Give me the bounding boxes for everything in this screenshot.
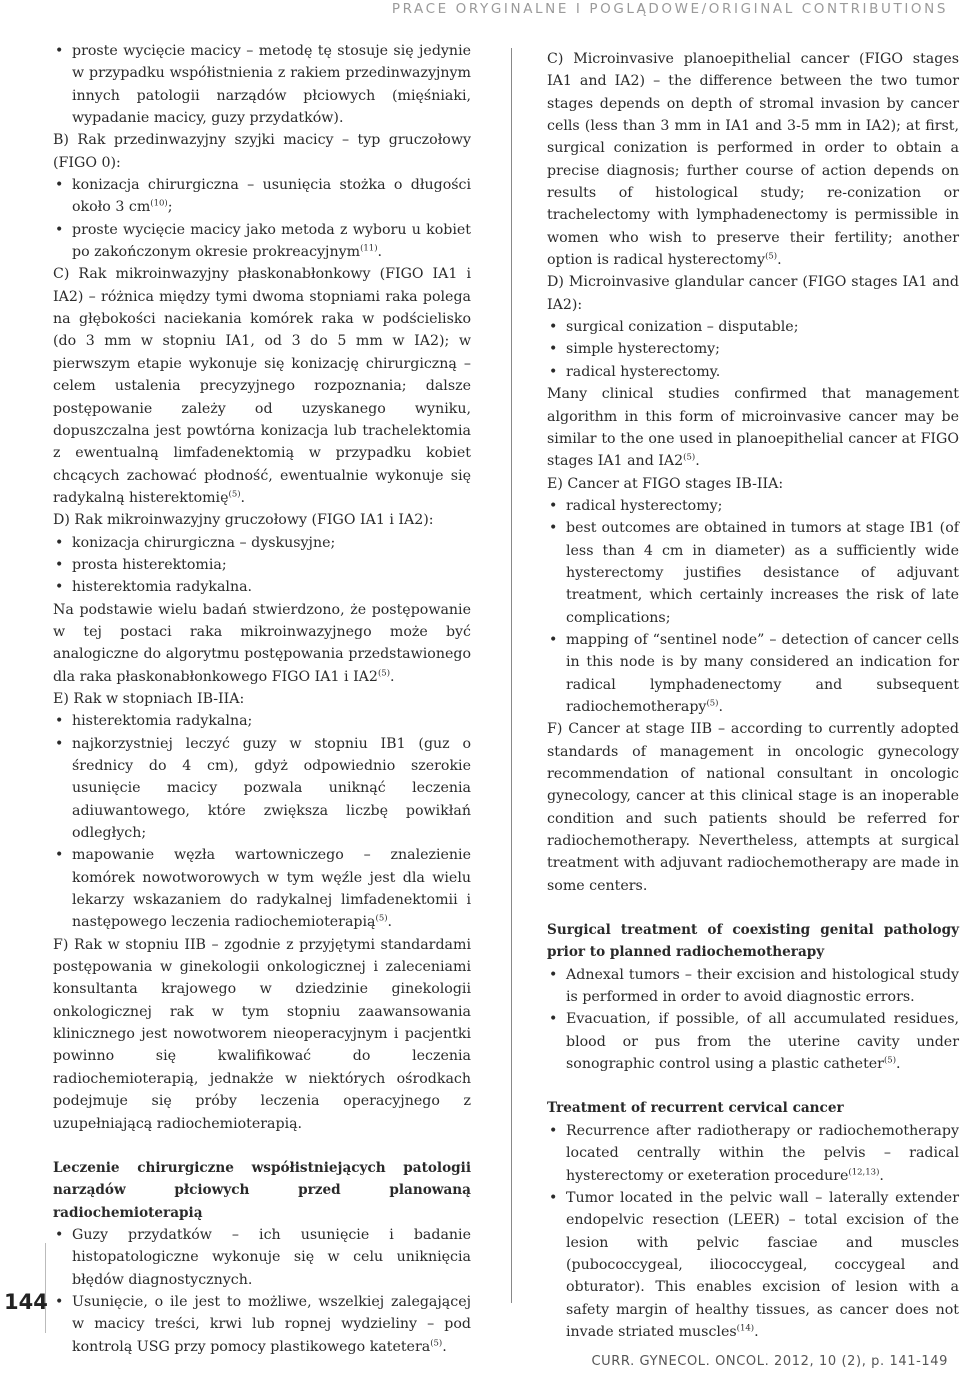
list-item: • Tumor located in the pelvic wall – laterally extender endopelvic resection (LEER) – total excision of the lesion with pelvic fasciae and muscles (pubococcygeal, iliococcygeal, coccygeal and obturator). This enables excision of lesion with a safety margin of healthy tissues, as cancer does not invade striated muscles$^{(14)}$. [547,1187,959,1343]
section-e-heading: E) Rak w stopniach IB-IIA: [53,690,245,707]
section-b-heading: B) Rak przedinwazyjny szyjki macicy – typ gruczołowy (FIGO 0): [53,132,471,171]
citation: (5) [765,251,778,262]
section-d-heading: D) Rak mikroinwazyjny gruczołowy (FIGO IA1 i IA2): [53,512,434,529]
list-d-en [547,316,959,383]
list-item: • Guzy przydatków – ich usunięcie i badanie histopatologiczne wykonuje się w celu uniknięcia błędów diagnostycznych. [53,1224,471,1291]
list-item: • Usunięcie, o ile jest to możliwe, wszelkiej zalegającej w macicy treści, krwi lub ropnej wydzieliny – pod kontrolą USG przy pomocy plastikowego katetera$^{(5)}$. [53,1291,471,1358]
list-item: • prosta histerektomia; [53,554,471,576]
section-d-paragraph: Many clinical studies confirmed that management algorithm in this form of microinvasive cancer may be similar to the one used in planoepithelial cancer at FIGO stages IA1 and IA2$^{(5)}$. [547,386,959,470]
section-d-paragraph: Na podstawie wielu badań stwierdzono, że postępowanie w tej postaci raka mikroinwazyjnego może być analogiczne do algorytmu postępowania przedstawionego dla raka płaskonabłonkowego FIGO IA1 i IA2$^{(5)}$. [53,601,471,685]
section-c-paragraph: C) Microinvasive planoepithelial cancer (FIGO stages IA1 and IA2) – the difference between the two tumor stages depends on depth of stromal invasion by cancer cells (less than 3 mm in IA1 and 3-5 mm in IA2); at first, surgical conization is performed in order to obtain a precise diagnosis; further course of action depends on results of histological study; re-conization or trachelectomy with lymphadenectomy is permissible in women who wish to preserve their fertility; another option is radical hysterectomy$^{(5)}$. [547,51,959,269]
section-f-paragraph: F) Cancer at stage IIB – according to currently adopted standards of management in oncologic gynecology recommendation of national consultant in oncologic gynecology, cancer at this clinical stage is an inoperable condition and such patients should be referred for radiochemotherapy. Nevertheless, attempts at surgical treatment with adjuvant radiochemotherapy are made in some centers. [547,721,959,894]
list-e-pl [53,710,471,933]
section-e-heading: E) Cancer at FIGO stages IB-IIA: [547,475,784,492]
section-f-paragraph: F) Rak w stopniu IIB – zgodnie z przyjętymi standardami postępowania w ginekologii onkologicznej i zaleceniami konsultanta krajowego w dziedzinie ginekologii onkologicznej rak w tym stopniu zaawansowania klinicznego jest nowotworem nieoperacyjnym i pacjentki powinno się kwalifikować do leczenia radiochemioterapią, jednakże w niektórych ośrodkach podejmuje się próby leczenia operacyjnego z uzupełniającą radiochemioterapią. [53,936,471,1132]
list-item: • radical hysterectomy. [547,361,959,383]
surgical-treatment-heading-pl: Leczenie chirurgiczne współistniejących patologii narządów płciowych przed planowaną radiochemioterapią [53,1159,471,1221]
section-c-paragraph: C) Rak mikroinwazyjny płaskonabłonkowy (FIGO IA1 i IA2) – różnica między tymi dwoma stopniami raka polega na głębokości naciekania komórek raka w podścielisko (do 3 mm w stopniu IA1, od 3 do 5 mm w IA2); w pierwszym etapie wykonuje się konizację chirurgiczną – celem ustalenia precyzyjnego rozpoznania; dalsze postępowanie zależy od uzyskanego wyniku, dopuszczalna jest powtórna konizacja lub trachelektomia z ewentualną limfadenektomią w przypadku kobiet chcących zachować płodność, ewentualnie wykonuje się radykalną histerektomię$^{(5)}$. [53,266,471,506]
citation: (11) [360,243,378,254]
left-column [53,40,471,1358]
list-item: • Adnexal tumors – their excision and histological study is performed in order to avoid diagnostic errors. [547,964,959,1009]
list-d-pl [53,532,471,599]
list-a-pl [53,40,471,129]
citation: (14) [736,1323,755,1334]
list-item: • konizacja chirurgiczna – dyskusyjne; [53,532,471,554]
list-b-pl [53,174,471,263]
citation: (12,13) [848,1166,880,1177]
list-item: • Evacuation, if possible, of all accumulated residues, blood or pus from the uterine cavity under sonographic control using a plastic catheter$^{(5)}$. [547,1008,959,1075]
list-item: • histerektomia radykalna; [53,710,471,732]
citation: (5) [228,489,241,500]
list-item: • Recurrence after radiotherapy or radiochemotherapy located centrally within the pelvis – radical hysterectomy or exeteration procedure$^{(12,13)}$. [547,1120,959,1187]
section-d-heading: D) Microinvasive glandular cancer (FIGO stages IA1 and IA2): [547,274,959,313]
running-header: PRACE ORYGINALNE I POGLĄDOWE/ORIGINAL CONTRIBUTIONS [391,1,948,17]
list-item: • radical hysterectomy; [547,495,959,517]
list-e-en [547,495,959,718]
list-item: • surgical conization – disputable; [547,316,959,338]
list-item: • histerektomia radykalna. [53,576,471,598]
right-column [547,48,959,1343]
list-item: • mapowanie węzła wartowniczego – znalezienie komórek nowotworowych w tym węźle jest dla wielu lekarzy wskazaniem do radykalnej limfadenektomii i następowego leczenia radiochemioterapią$^{(5)}$. [53,844,471,933]
surgical-treatment-heading-en: Surgical treatment of coexisting genital pathology prior to planned radiochemotherapy [547,922,959,961]
list-item: • best outcomes are obtained in tumors at stage IB1 (of less than 4 cm in diameter) as a sufficiently wide hysterectomy justifies desistance of adjuvant treatment, which certainly increases the risk of late complications; [547,517,959,629]
list-item: • konizacja chirurgiczna – usunięcia stożka o długości około 3 $cm^{(10)}$; [53,174,471,219]
citation: (5) [883,1055,897,1066]
recurrent-cancer-heading: Treatment of recurrent cervical cancer [547,1100,844,1117]
page-number: 144 [4,1290,48,1314]
list-recurrent-en [547,1120,959,1343]
list-surgical-en [547,964,959,1076]
citation: (5) [377,667,391,678]
list-item: • najkorzystniej leczyć guzy w stopniu IB1 (guz o średnicy do 4 cm), gdyż odpowiednio szerokie usunięcie macicy pozwala uniknąć leczenia adiuwantowego, które zwiększa liczbę powikłań odległych; [53,733,471,845]
citation: (5) [375,913,388,924]
citation: (5) [430,1337,443,1348]
list-item: • proste wycięcie macicy – metodę tę stosuje się jedynie w przypadku współistnienia z rakiem przedinwazyjnym innych patologii narządów płciowych (mięśniaki, wypadanie macicy, guzy przydatków). [53,40,471,129]
column-divider [511,48,512,1303]
citation: (5) [706,698,719,709]
list-item: • simple hysterectomy; [547,338,959,360]
list-item: • proste wycięcie macicy jako metoda z wyboru u kobiet po zakończonym okresie prokreacyjnym$^{(11)}$. [53,219,471,264]
list-surgical-pl [53,1224,471,1358]
list-item: • mapping of “sentinel node” – detection of cancer cells in this node is by many considered an indication for radical lymphadenectomy and subsequent radiochemotherapy$^{(5)}$. [547,629,959,718]
page-number-rule [45,1243,46,1333]
journal-citation: CURR. GYNECOL. ONCOL. 2012, 10 (2), p. 141-149 [591,1354,948,1369]
citation: (10) [150,198,168,209]
citation: (5) [683,452,696,463]
